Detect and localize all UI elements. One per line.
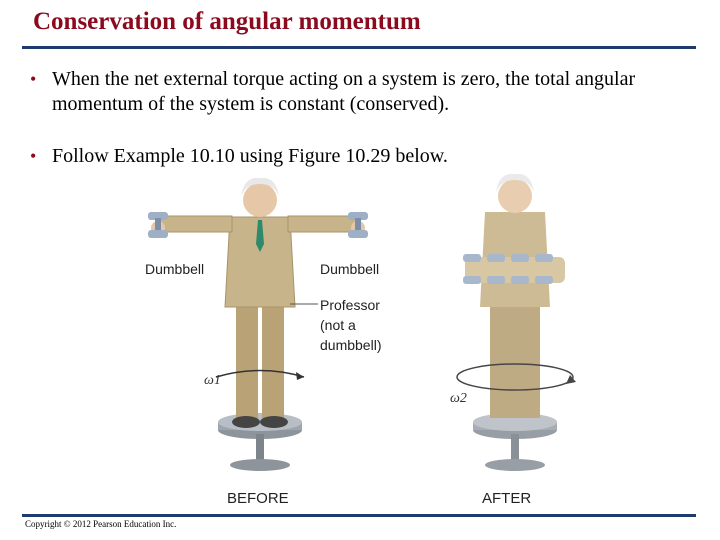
title-underline xyxy=(22,46,696,49)
footer-rule xyxy=(22,514,696,517)
label-professor-line2: (not a xyxy=(320,317,356,333)
label-professor-line3: dumbbell) xyxy=(320,337,382,353)
label-omega1: ω1 xyxy=(204,373,221,388)
professor-after xyxy=(457,174,576,471)
label-omega2: ω2 xyxy=(450,391,467,406)
label-after: AFTER xyxy=(482,490,532,507)
copyright-notice: Copyright © 2012 Pearson Education Inc. xyxy=(25,519,177,529)
bullet-icon: • xyxy=(30,146,37,166)
label-dumbbell-right: Dumbbell xyxy=(320,261,380,277)
figure-10-29 xyxy=(130,172,580,512)
label-before: BEFORE xyxy=(227,490,289,507)
slide-title: Conservation of angular momentum xyxy=(33,8,421,35)
label-professor-line1: Professor xyxy=(320,297,380,313)
bullet-text: Follow Example 10.10 using Figure 10.29 below. xyxy=(52,145,448,167)
label-dumbbell-left: Dumbbell xyxy=(145,261,205,277)
bullet-icon: • xyxy=(30,69,37,89)
bullet-text: When the net external torque acting on a system is zero, the total angular momentum of the system is constant (conserved). xyxy=(52,68,636,115)
